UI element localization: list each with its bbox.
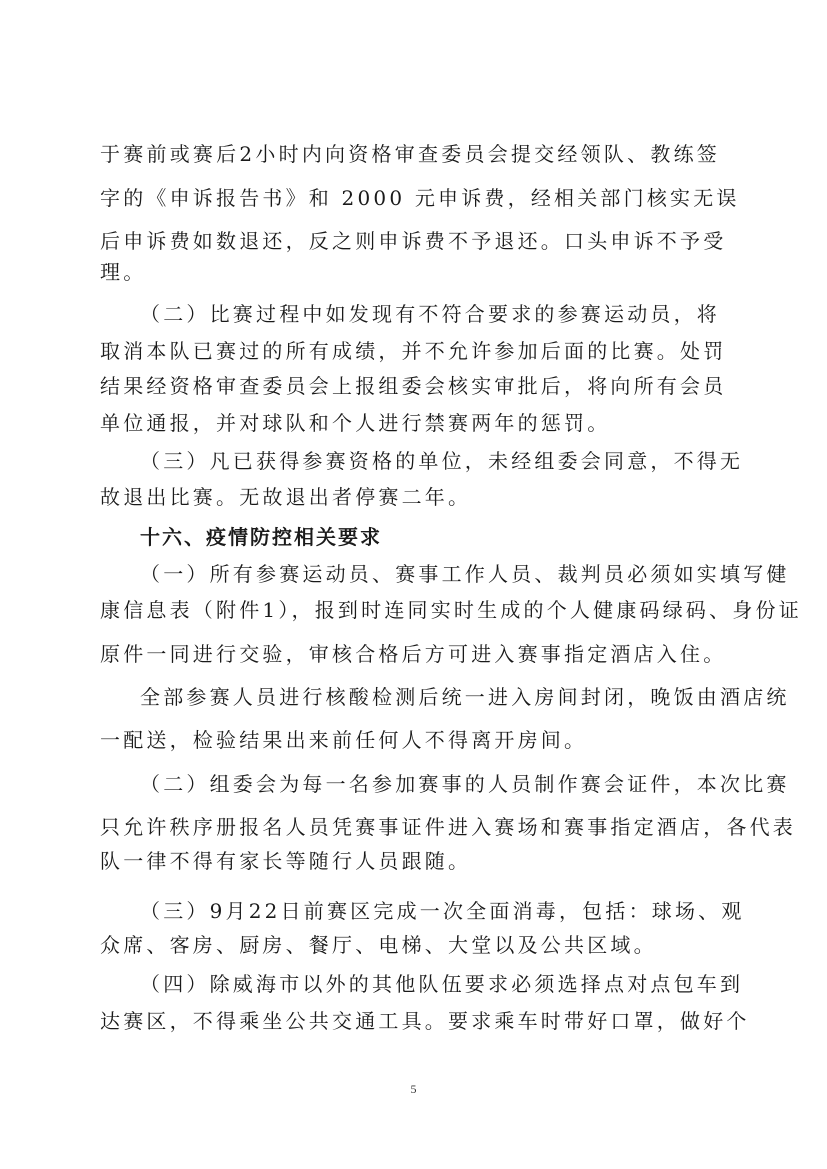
- text-line: 故退出比赛。无故退出者停赛二年。: [100, 485, 472, 509]
- section-heading: 十六、疫情防控相关要求: [140, 525, 382, 549]
- paragraph-start-line: （三）凡已获得参赛资格的单位，未经组委会同意，不得无: [140, 449, 744, 473]
- text-line: 众席、客房、厨房、餐厅、电梯、大堂以及公共区域。: [100, 933, 657, 957]
- paragraph-start-line: （四）除威海市以外的其他队伍要求必须选择点对点包车到: [140, 972, 744, 996]
- text-line: 单位通报，并对球队和个人进行禁赛两年的惩罚。: [100, 411, 611, 435]
- text-line: 队一律不得有家长等随行人员跟随。: [100, 849, 472, 873]
- text-line: 达赛区，不得乘坐公共交通工具。要求乘车时带好口罩，做好个: [100, 1009, 750, 1033]
- text-line: 理。: [100, 260, 147, 284]
- text-line: 于赛前或赛后2小时内向资格审查委员会提交经领队、教练签: [100, 142, 720, 166]
- paragraph-start-line: （一）所有参赛运动员、赛事工作人员、裁判员必须如实填写健: [140, 562, 790, 586]
- text-line: 只允许秩序册报名人员凭赛事证件进入赛场和赛事指定酒店，各代表: [100, 815, 796, 839]
- paragraph-start-line: （二）组委会为每一名参加赛事的人员制作赛会证件，本次比赛: [140, 772, 790, 796]
- text-line: 后申诉费如数退还，反之则申诉费不予退还。口头申诉不予受: [100, 229, 727, 253]
- page-number: 5: [410, 1082, 417, 1096]
- paragraph-start-line: （三）9月22日前赛区完成一次全面消毒，包括：球场、观: [140, 899, 745, 923]
- paragraph-start-line: （二）比赛过程中如发现有不符合要求的参赛运动员，将: [140, 302, 720, 326]
- text-line: 原件一同进行交验，审核合格后方可进入赛事指定酒店入住。: [100, 642, 727, 666]
- text-line: 一配送，检验结果出来前任何人不得离开房间。: [100, 728, 588, 752]
- text-line: 字的《申诉报告书》和 2000 元申诉费，经相关部门核实无误: [100, 186, 740, 210]
- text-line: 康信息表（附件1），报到时连同实时生成的个人健康码绿码、身份证: [100, 598, 802, 622]
- paragraph-start-line: 全部参赛人员进行核酸检测后统一进入房间封闭，晚饭由酒店统: [140, 685, 790, 709]
- text-line: 结果经资格审查委员会上报组委会核实审批后，将向所有会员: [100, 374, 727, 398]
- text-line: 取消本队已赛过的所有成绩，并不允许参加后面的比赛。处罚: [100, 339, 727, 363]
